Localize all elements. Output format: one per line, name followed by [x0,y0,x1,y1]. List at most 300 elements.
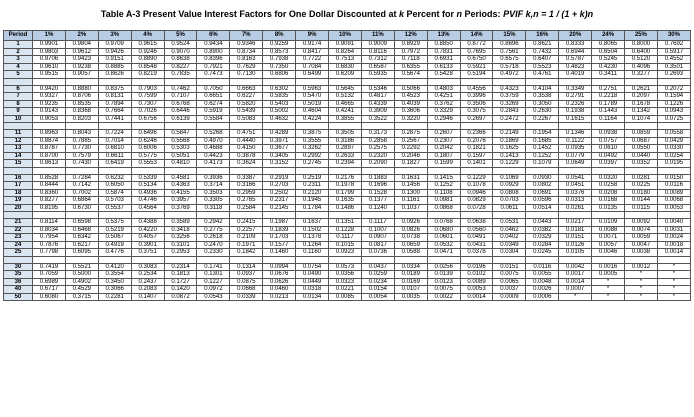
factor-cell: 0.0907 [361,234,394,242]
factor-cell: 0.3387 [230,174,263,182]
factor-cell: 0.8360 [33,189,66,197]
factor-cell: 0.3173 [361,130,394,138]
period-cell: 25 [4,249,33,257]
factor-cell: 0.4803 [427,85,460,93]
factor-cell: 0.4970 [197,137,230,145]
factor-cell: 0.2267 [526,115,559,123]
factor-cell: 0.6575 [493,56,526,64]
factor-cell: 0.0926 [394,219,427,227]
spacer-cell [230,256,263,263]
factor-cell: * [592,278,625,286]
spacer-cell [625,212,658,219]
factor-cell: 0.3875 [296,130,329,138]
spacer-cell [559,123,592,130]
spacer-cell [296,212,329,219]
factor-cell: 0.5820 [230,100,263,108]
factor-cell: 0.4902 [65,278,98,286]
factor-cell: 0.4604 [296,108,329,116]
factor-cell: 0.7284 [65,174,98,182]
factor-cell: 0.2843 [493,108,526,116]
factor-cell: 0.1415 [427,174,460,182]
factor-cell: * [592,286,625,294]
factor-cell: 0.9346 [230,41,263,49]
factor-cell: 0.3050 [526,100,559,108]
factor-cell: 0.3522 [361,115,394,123]
factor-cell: 0.0946 [460,189,493,197]
spacer-cell [131,256,164,263]
factor-cell: 0.0075 [493,271,526,279]
factor-cell: 0.1625 [493,145,526,153]
factor-cell: 0.6342 [65,234,98,242]
factor-cell: 0.1987 [263,219,296,227]
factor-cell: 0.7695 [460,48,493,56]
factor-cell: 0.6504 [592,48,625,56]
factor-cell: 0.0221 [329,286,362,294]
factor-cell: 0.0225 [625,182,658,190]
factor-cell: 0.0703 [493,197,526,205]
factor-cell: 0.6232 [98,174,131,182]
factor-cell: 0.0462 [493,226,526,234]
spacer-cell [4,123,33,130]
factor-cell: 0.1971 [230,241,263,249]
factor-cell: 0.0181 [559,226,592,234]
factor-cell: 0.2618 [197,234,230,242]
factor-cell: 0.3450 [98,278,131,286]
factor-cell: 0.5847 [164,130,197,138]
factor-cell: 0.0258 [592,182,625,190]
factor-cell: 0.0151 [559,234,592,242]
factor-cell: 0.5375 [98,219,131,227]
factor-cell: 0.1229 [460,174,493,182]
factor-cell: 0.3606 [394,108,427,116]
factor-cell: 0.2703 [263,182,296,190]
spacer-cell [559,167,592,174]
spacer-cell [296,123,329,130]
factor-cell: 0.0378 [460,249,493,257]
spacer-cell [4,212,33,219]
factor-cell: 0.4751 [230,130,263,138]
group-spacer [4,212,691,219]
factor-cell: 0.0168 [592,197,625,205]
factor-cell: 0.2633 [329,152,362,160]
factor-cell: * [625,271,658,279]
table-row [4,71,691,79]
factor-cell: * [657,263,690,271]
spacer-cell [98,78,131,85]
factor-cell: 0.0376 [559,189,592,197]
factor-cell: 0.0256 [427,263,460,271]
factor-cell: 0.2314 [164,263,197,271]
factor-cell: 0.0005 [592,271,625,279]
factor-cell: 0.0330 [657,145,690,153]
spacer-cell [394,167,427,174]
factor-cell: 0.1696 [361,182,394,190]
spacer-cell [625,78,658,85]
spacer-cell [296,78,329,85]
factor-cell: 0.0449 [296,278,329,286]
factor-cell: 0.2330 [197,249,230,257]
factor-cell: 0.1300 [394,189,427,197]
spacer-cell [361,123,394,130]
factor-cell: 0.7938 [263,56,296,64]
factor-cell: 0.5963 [296,85,329,93]
factor-cell: 0.0024 [657,234,690,242]
factor-cell: 0.3101 [164,241,197,249]
factor-cell: 0.2257 [230,226,263,234]
factor-cell: 0.1597 [460,152,493,160]
factor-cell: 0.6944 [559,48,592,56]
factor-cell: 0.0754 [296,263,329,271]
spacer-cell [65,212,98,219]
period-cell: 2 [4,48,33,56]
factor-cell: * [657,271,690,279]
factor-cell: 0.1813 [164,271,197,279]
factor-cell: 0.4104 [526,85,559,93]
factor-cell: * [625,278,658,286]
factor-cell: 0.0259 [361,271,394,279]
spacer-cell [625,256,658,263]
factor-cell: 0.2281 [98,293,131,301]
factor-cell: 0.0397 [592,160,625,168]
title-mid: Percent for [406,9,455,19]
factor-cell: 0.8734 [230,48,263,56]
factor-cell: 0.2693 [657,71,690,79]
factor-cell: 0.0109 [592,219,625,227]
factor-cell: 0.4388 [131,219,164,227]
table-row [4,197,691,205]
factor-cell: 0.7730 [65,145,98,153]
factor-cell: 0.4096 [625,63,658,71]
factor-cell: 0.3118 [197,204,230,212]
factor-cell: 0.5132 [329,93,362,101]
factor-cell: 0.5194 [460,71,493,79]
spacer-cell [329,212,362,219]
factor-cell: 0.3066 [98,286,131,294]
period-cell: 10 [4,115,33,123]
factor-cell: 0.3256 [164,234,197,242]
table-row [4,286,691,294]
title-k: k [398,9,404,19]
factor-cell: 0.1635 [329,197,362,205]
factor-cell: 0.0451 [559,182,592,190]
factor-cell: 0.4173 [197,160,230,168]
factor-cell: 0.3503 [197,189,230,197]
table-row [4,219,691,227]
factor-cell: 0.1346 [559,130,592,138]
spacer-cell [427,78,460,85]
factor-cell: 0.3269 [493,100,526,108]
factor-cell: 0.0929 [493,182,526,190]
factor-cell: 0.0323 [329,278,362,286]
factor-cell: 0.8034 [33,226,66,234]
factor-cell: 0.6756 [131,115,164,123]
factor-cell: 0.2919 [263,174,296,182]
factor-cell: 0.9238 [65,63,98,71]
factor-cell: 0.8900 [197,48,230,56]
table-row [4,85,691,93]
period-cell: 12 [4,137,33,145]
factor-cell: 0.7876 [33,241,66,249]
factor-cell: 0.1160 [296,249,329,257]
spacer-cell [33,256,66,263]
header-rate: 4% [131,31,164,41]
factor-cell: 0.1528 [361,189,394,197]
factor-cell: 0.7142 [65,182,98,190]
spacer-cell [65,78,98,85]
factor-cell: 0.0151 [493,263,526,271]
factor-cell: 0.1401 [460,160,493,168]
table-title [0,9,694,19]
factor-cell: 0.2307 [427,137,460,145]
spacer-cell [329,167,362,174]
factor-cell: 0.1122 [559,137,592,145]
factor-cell: 0.8444 [33,182,66,190]
factor-cell: 0.1799 [329,189,362,197]
factor-cell: 0.3152 [263,160,296,168]
factor-cell: 0.5584 [197,115,230,123]
header-rate: 9% [296,31,329,41]
table-row [4,100,691,108]
factor-cell: 0.0638 [460,219,493,227]
factor-cell: 0.1226 [657,100,690,108]
factor-cell: 0.1117 [361,219,394,227]
table-row [4,63,691,71]
factor-cell: 0.3501 [657,63,690,71]
factor-cell: 0.1821 [460,145,493,153]
factor-cell: 0.1685 [526,137,559,145]
factor-cell: 0.3220 [394,115,427,123]
period-cell: 40 [4,286,33,294]
factor-cell: 0.1314 [230,263,263,271]
spacer-cell [657,167,690,174]
spacer-cell [131,212,164,219]
period-cell: 19 [4,197,33,205]
spacer-cell [460,167,493,174]
header-rate: 13% [427,31,460,41]
factor-cell: 0.1577 [263,241,296,249]
factor-cell: 0.8535 [65,100,98,108]
factor-cell: 0.0089 [657,189,690,197]
factor-cell: 0.8621 [526,41,559,49]
factor-cell: 0.1069 [493,174,526,182]
factor-cell: 0.1420 [164,286,197,294]
factor-cell: 0.6468 [65,226,98,234]
factor-cell: 0.1678 [625,100,658,108]
factor-cell: 0.8787 [33,145,66,153]
factor-cell: 0.0017 [559,271,592,279]
factor-cell: 0.3901 [131,241,164,249]
factor-cell: 0.0016 [592,263,625,271]
factor-cell: 0.0610 [592,145,625,153]
factor-cell: 0.3506 [460,100,493,108]
factor-cell: 0.6587 [361,63,394,71]
spacer-cell [394,212,427,219]
spacer-cell [65,167,98,174]
factor-cell: 0.2584 [230,204,263,212]
factor-cell: 0.5134 [131,182,164,190]
factor-cell: 0.1079 [526,160,559,168]
spacer-cell [361,167,394,174]
factor-cell: 0.9420 [33,85,66,93]
factor-cell: * [657,278,690,286]
factor-cell: 0.7599 [131,93,164,101]
factor-cell: 0.8163 [230,56,263,64]
spacer-cell [131,123,164,130]
factor-cell: 0.7831 [427,48,460,56]
spacer-cell [657,123,690,130]
factor-cell: 0.0859 [625,130,658,138]
factor-cell: 0.1342 [625,108,658,116]
factor-cell: 0.7441 [98,115,131,123]
factor-cell: 0.0339 [230,293,263,301]
factor-cell: 0.0180 [625,189,658,197]
group-spacer [4,167,691,174]
factor-cell: 0.8000 [625,41,658,49]
factor-cell: 0.6496 [131,130,164,138]
period-cell: 1 [4,41,33,49]
group-spacer [4,256,691,263]
factor-cell: 0.0037 [493,286,526,294]
spacer-cell [526,256,559,263]
spacer-cell [329,256,362,263]
factor-cell: 0.4688 [197,145,230,153]
factor-cell: 0.2292 [394,145,427,153]
spacer-cell [33,212,66,219]
factor-cell: 0.7579 [65,152,98,160]
factor-cell: 0.4564 [131,204,164,212]
factor-cell: 0.3936 [197,174,230,182]
factor-cell: 0.8638 [164,56,197,64]
factor-cell: 0.0116 [657,182,690,190]
factor-cell: 0.7014 [98,137,131,145]
factor-cell: 0.9612 [65,48,98,56]
factor-cell: 0.2697 [460,115,493,123]
factor-cell: 0.9804 [65,41,98,49]
factor-cell: 0.0134 [296,293,329,301]
factor-cell: 0.1827 [394,160,427,168]
spacer-cell [526,78,559,85]
factor-cell: 0.0738 [394,234,427,242]
spacer-cell [394,78,427,85]
spacer-cell [625,167,658,174]
factor-cell: 0.0126 [559,241,592,249]
factor-cell: 0.8203 [65,115,98,123]
factor-cell: 0.6810 [98,145,131,153]
header-rate: 11% [361,31,394,41]
factor-cell: 0.2311 [296,182,329,190]
header-rate: 30% [657,31,690,41]
factor-cell: 0.3589 [164,219,197,227]
period-cell: 50 [4,293,33,301]
table-row [4,204,691,212]
spacer-cell [625,123,658,130]
factor-cell: 0.7894 [98,100,131,108]
spacer-cell [592,256,625,263]
table-row [4,249,691,257]
factor-cell: 0.0261 [559,204,592,212]
table-row [4,152,691,160]
factor-cell: 0.0115 [625,204,658,212]
factor-cell: 0.0320 [592,174,625,182]
factor-cell: 0.2394 [329,160,362,168]
factor-cell: 0.2470 [197,241,230,249]
factor-cell: 0.1456 [394,182,427,190]
factor-cell: 0.9709 [98,41,131,49]
factor-cell: 0.7307 [131,100,164,108]
header-row [4,31,691,41]
title-prefix: Table A-3 Present Value Interest Factors for One Dollar Discounted at [100,9,397,19]
factor-cell: 0.2953 [164,249,197,257]
factor-cell: 0.8890 [131,56,164,64]
factor-cell: 0.0085 [329,293,362,301]
factor-cell: 0.0943 [657,108,690,116]
spacer-cell [460,78,493,85]
spacer-cell [559,78,592,85]
factor-cell: 0.3909 [361,108,394,116]
factor-cell: 0.0026 [526,286,559,294]
factor-cell: 0.6246 [131,137,164,145]
spacer-cell [329,123,362,130]
factor-cell: 0.1264 [296,241,329,249]
factor-cell: 0.4817 [361,93,394,101]
factor-cell: 0.0007 [559,286,592,294]
spacer-cell [296,167,329,174]
factor-cell: 0.1252 [427,182,460,190]
factor-cell: 0.0006 [526,293,559,301]
factor-cell: 0.0088 [592,226,625,234]
factor-cell: 0.1486 [329,204,362,212]
factor-cell: 0.1727 [164,278,197,286]
factor-cell: 0.5245 [592,56,625,64]
factor-cell: 0.3751 [131,249,164,257]
spacer-cell [230,212,263,219]
factor-cell: 0.8700 [33,152,66,160]
factor-cell: 0.6419 [98,160,131,168]
factor-cell: 0.7432 [526,48,559,56]
factor-cell: 0.0245 [526,249,559,257]
spacer-cell [98,212,131,219]
factor-cell: 0.2519 [296,174,329,182]
factor-cell: 0.2042 [427,145,460,153]
factor-cell: 0.6989 [33,278,66,286]
factor-cell: 0.2090 [361,160,394,168]
spacer-cell [493,212,526,219]
spacer-cell [427,256,460,263]
factor-cell: 0.8613 [33,160,66,168]
factor-cell: 0.1954 [526,130,559,138]
factor-cell: 0.8417 [296,48,329,56]
header-rate: 10% [329,31,362,41]
header-rate: 16% [526,31,559,41]
factor-cell: 0.4241 [329,108,362,116]
factor-cell: 0.4220 [131,226,164,234]
spacer-cell [657,256,690,263]
factor-cell: 0.9057 [65,71,98,79]
factor-cell: 0.0779 [559,152,592,160]
factor-cell: 0.2751 [592,85,625,93]
factor-cell: 0.1229 [493,160,526,168]
factor-cell: 0.1164 [592,115,625,123]
factor-cell: 0.3759 [493,93,526,101]
factor-cell: 0.8396 [197,56,230,64]
table-row [4,115,691,123]
spacer-cell [526,167,559,174]
factor-cell: 0.5339 [131,174,164,182]
factor-cell: 0.4919 [98,241,131,249]
factor-cell: 0.1883 [361,174,394,182]
factor-cell: 0.3624 [230,160,263,168]
factor-cell: 0.5428 [427,71,460,79]
